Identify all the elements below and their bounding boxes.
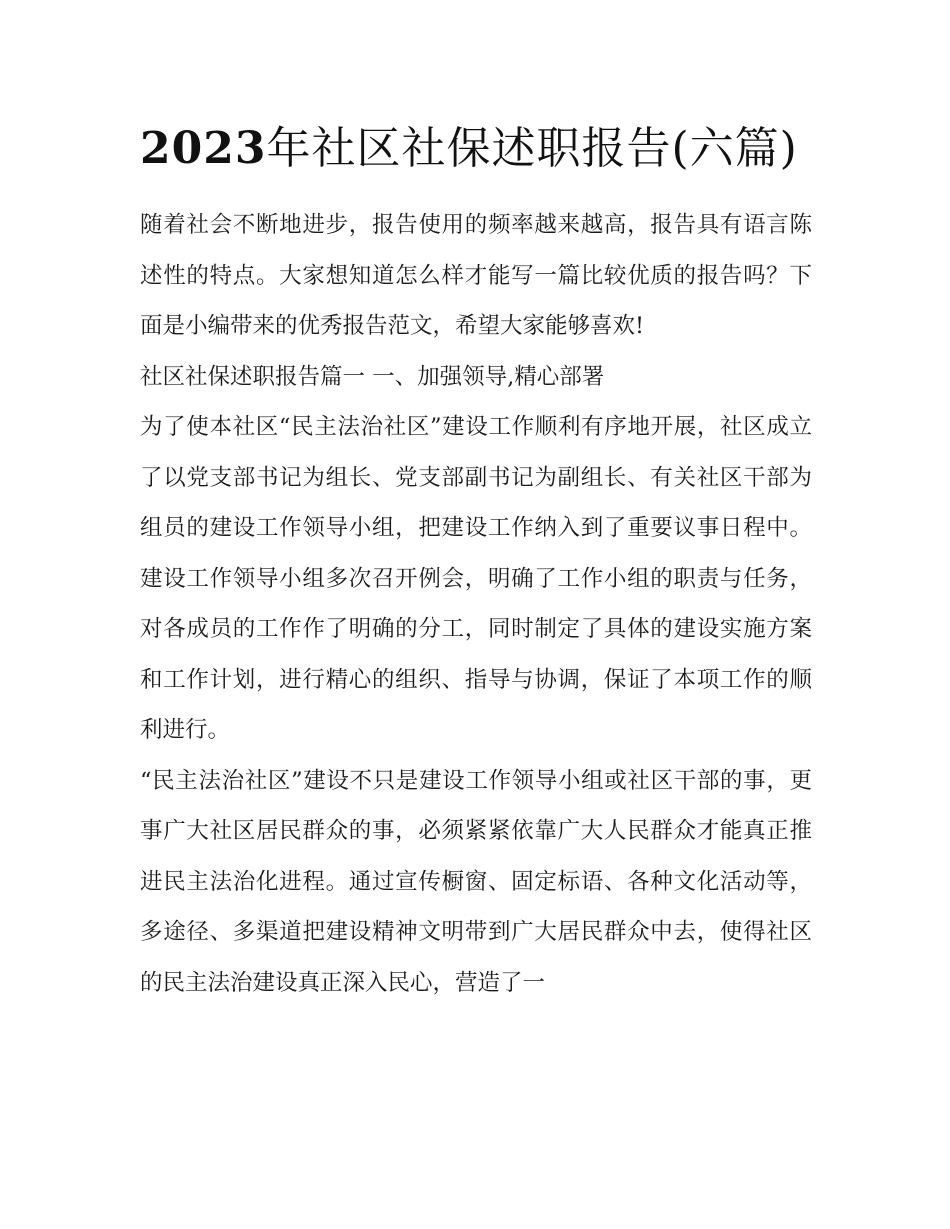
intro-paragraph: 随着社会不断地进步，报告使用的频率越来越高，报告具有语言陈述性的特点。大家想知道怎么样才能写一篇比较优质的报告吗？下面是小编带来的优秀报告范文，希望大家能够喜欢!: [140, 212, 812, 339]
document-title: [140, 118, 812, 180]
title-text: 年社区社保述职报告(六篇): [266, 123, 798, 174]
title-year: 2023: [140, 123, 267, 174]
section-heading: 社区社保述职报告篇一 一、加强领导,精心部署: [140, 363, 605, 390]
body-paragraph: 为了使本社区“民主法治社区”建设工作顺利有序地开展，社区成立了以党支部书记为组长、党支部副书记为副组长、有关社区干部为组员的建设工作领导小组，把建设工作纳入到了重要议事日程中。建设工作领导小组多次召开例会，明确了工作小组的职责与任务，对各成员的工作作了明确的分工，同时制定了具体的建设实施方案和工作计划，进行精心的组织、指导与协调，保证了本项工作的顺利进行。: [140, 414, 812, 743]
body-paragraph: “民主法治社区”建设不只是建设工作领导小组或社区干部的事，更事广大社区居民群众的事，必须紧紧依靠广大人民群众才能真正推进民主法治化进程。通过宣传橱窗、固定标语、各种文化活动等，多途径、多渠道把建设精神文明带到广大居民群众中去，使得社区的民主法治建设真正深入民心，营造了一: [140, 767, 812, 996]
document-body: [140, 118, 812, 1008]
